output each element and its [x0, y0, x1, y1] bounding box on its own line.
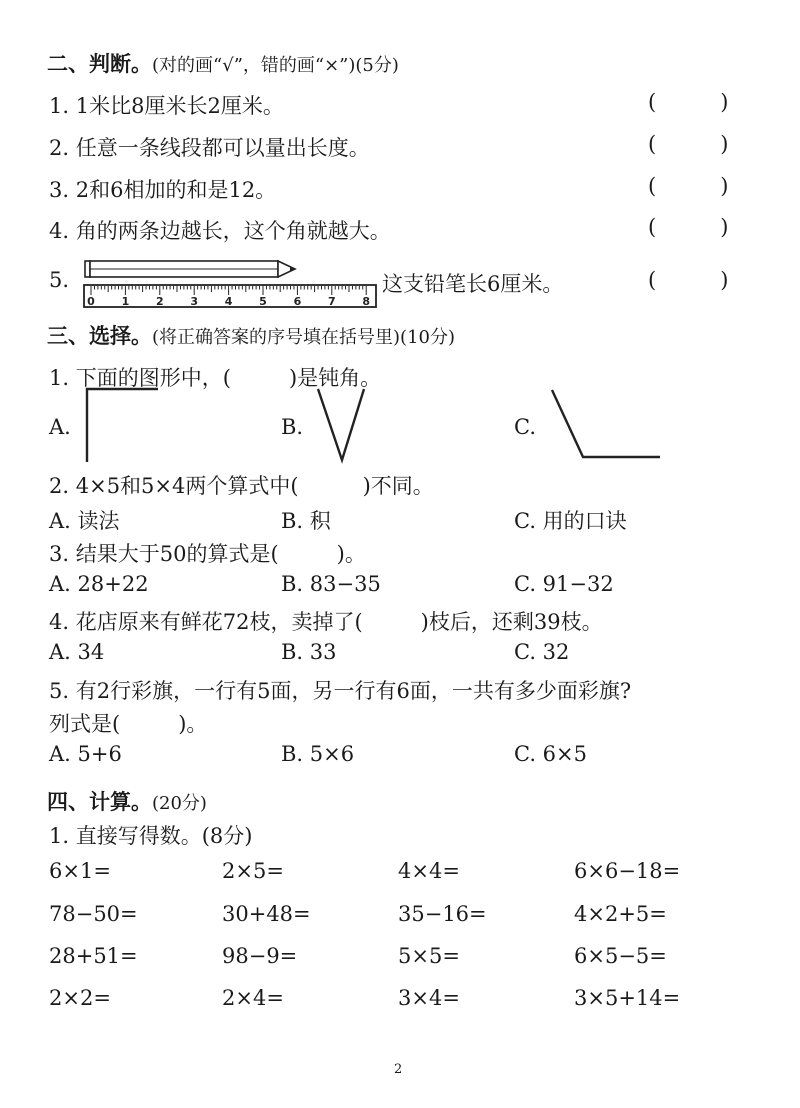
- option-5c[interactable]: C. 6×5: [514, 742, 587, 766]
- page-number: 2: [394, 1062, 403, 1077]
- calc-1-3[interactable]: 4×2+5=: [574, 902, 667, 926]
- choice-q5-line2: 列式是( )。: [49, 712, 208, 736]
- judge-item-4: 4. 角的两条边越长，这个角就越大。: [49, 219, 391, 243]
- ruler-label: 2: [155, 295, 164, 308]
- option-1b[interactable]: B.: [281, 415, 304, 439]
- calc-0-0[interactable]: 6×1=: [49, 859, 111, 883]
- choice-q1: 1. 下面的图形中，( )是钝角。: [49, 366, 382, 390]
- option-5b[interactable]: B. 5×6: [281, 742, 355, 766]
- calc-1-1[interactable]: 30+48=: [222, 902, 311, 926]
- ruler-label: 8: [362, 295, 371, 308]
- calc-2-2[interactable]: 5×5=: [398, 944, 460, 968]
- calc-0-3[interactable]: 6×6−18=: [574, 859, 681, 883]
- option-3b[interactable]: B. 83−35: [281, 572, 381, 596]
- calc-2-1[interactable]: 98−9=: [222, 944, 298, 968]
- judge-item-text: 2和6相加的和是12。: [75, 178, 277, 202]
- judge-item-1: 1. 1米比8厘米长2厘米。: [49, 94, 284, 118]
- option-3c[interactable]: C. 91−32: [514, 572, 614, 596]
- option-1c[interactable]: C.: [514, 415, 536, 439]
- ruler-label: 5: [259, 295, 267, 308]
- right-angle-figure: [80, 384, 170, 466]
- section-2-title: 二、判断。: [47, 52, 152, 76]
- section-2-heading: [47, 48, 399, 78]
- obtuse-angle-figure: [545, 384, 665, 466]
- calc-1-0[interactable]: 78−50=: [49, 902, 138, 926]
- section-3-note: (将正确答案的序号填在括号里)(10分): [152, 327, 455, 348]
- option-2a[interactable]: A. 读法: [49, 509, 120, 533]
- option-4c[interactable]: C. 32: [514, 640, 570, 664]
- ruler-label: 1: [121, 295, 130, 308]
- answer-paren-2[interactable]: ( ): [648, 132, 729, 156]
- answer-paren-5[interactable]: ( ): [648, 268, 729, 292]
- ruler-label: 0: [87, 295, 95, 308]
- calc-0-1[interactable]: 2×5=: [222, 859, 284, 883]
- section-4-subtitle: 1. 直接写得数。(8分): [49, 824, 253, 848]
- answer-paren-4[interactable]: ( ): [648, 215, 729, 239]
- ruler-label: 7: [327, 295, 336, 308]
- ruler-label: 3: [190, 295, 199, 308]
- section-2-note: (对的画“√”，错的画“×”)(5分): [152, 55, 399, 76]
- judge-item-text: 1米比8厘米长2厘米。: [75, 94, 284, 118]
- calc-3-0[interactable]: 2×2=: [49, 986, 111, 1010]
- acute-angle-figure: [310, 384, 370, 466]
- calc-2-3[interactable]: 6×5−5=: [574, 944, 667, 968]
- calc-2-0[interactable]: 28+51=: [49, 944, 138, 968]
- section-3-title: 三、选择。: [47, 324, 152, 348]
- ruler-label: 6: [293, 295, 302, 308]
- option-5a[interactable]: A. 5+6: [49, 742, 122, 766]
- answer-paren-3[interactable]: ( ): [648, 174, 729, 198]
- calc-1-2[interactable]: 35−16=: [398, 902, 487, 926]
- option-4b[interactable]: B. 33: [281, 640, 337, 664]
- judge-item-3: 3. 2和6相加的和是12。: [49, 178, 277, 202]
- ruler-label: 4: [224, 295, 233, 308]
- option-4a[interactable]: A. 34: [49, 640, 105, 664]
- judge-item-text: 角的两条边越长，这个角就越大。: [75, 219, 391, 243]
- calc-0-2[interactable]: 4×4=: [398, 859, 460, 883]
- section-4-heading: [47, 786, 207, 816]
- answer-paren-1[interactable]: ( ): [648, 90, 729, 114]
- choice-q5: 5. 有2行彩旗，一行有5面，另一行有6面，一共有多少面彩旗?: [49, 679, 632, 703]
- option-1a[interactable]: A.: [49, 415, 71, 439]
- judge-item-text: 任意一条线段都可以量出长度。: [75, 136, 370, 160]
- calc-3-1[interactable]: 2×4=: [222, 986, 284, 1010]
- judge-item-2: 2. 任意一条线段都可以量出长度。: [49, 136, 370, 160]
- pencil-ruler-figure: [82, 255, 382, 309]
- calc-3-3[interactable]: 3×5+14=: [574, 986, 681, 1010]
- option-3a[interactable]: A. 28+22: [49, 572, 149, 596]
- section-4-title: 四、计算。: [47, 790, 152, 814]
- option-2c[interactable]: C. 用的口诀: [514, 509, 627, 533]
- section-4-note: (20分): [152, 793, 207, 814]
- judge-item-5-num: 5.: [49, 268, 70, 292]
- judge-item-5-text: 这支铅笔长6厘米。: [382, 272, 564, 296]
- choice-q2: 2. 4×5和5×4两个算式中( )不同。: [49, 474, 434, 498]
- choice-q4: 4. 花店原来有鲜花72枝，卖掉了( )枝后，还剩39枝。: [49, 610, 603, 634]
- calc-3-2[interactable]: 3×4=: [398, 986, 460, 1010]
- pencil-icon: [85, 261, 295, 277]
- choice-q3: 3. 结果大于50的算式是( )。: [49, 542, 366, 566]
- section-3-heading: [47, 320, 455, 350]
- option-2b[interactable]: B. 积: [281, 509, 331, 533]
- ruler-icon: [84, 285, 376, 308]
